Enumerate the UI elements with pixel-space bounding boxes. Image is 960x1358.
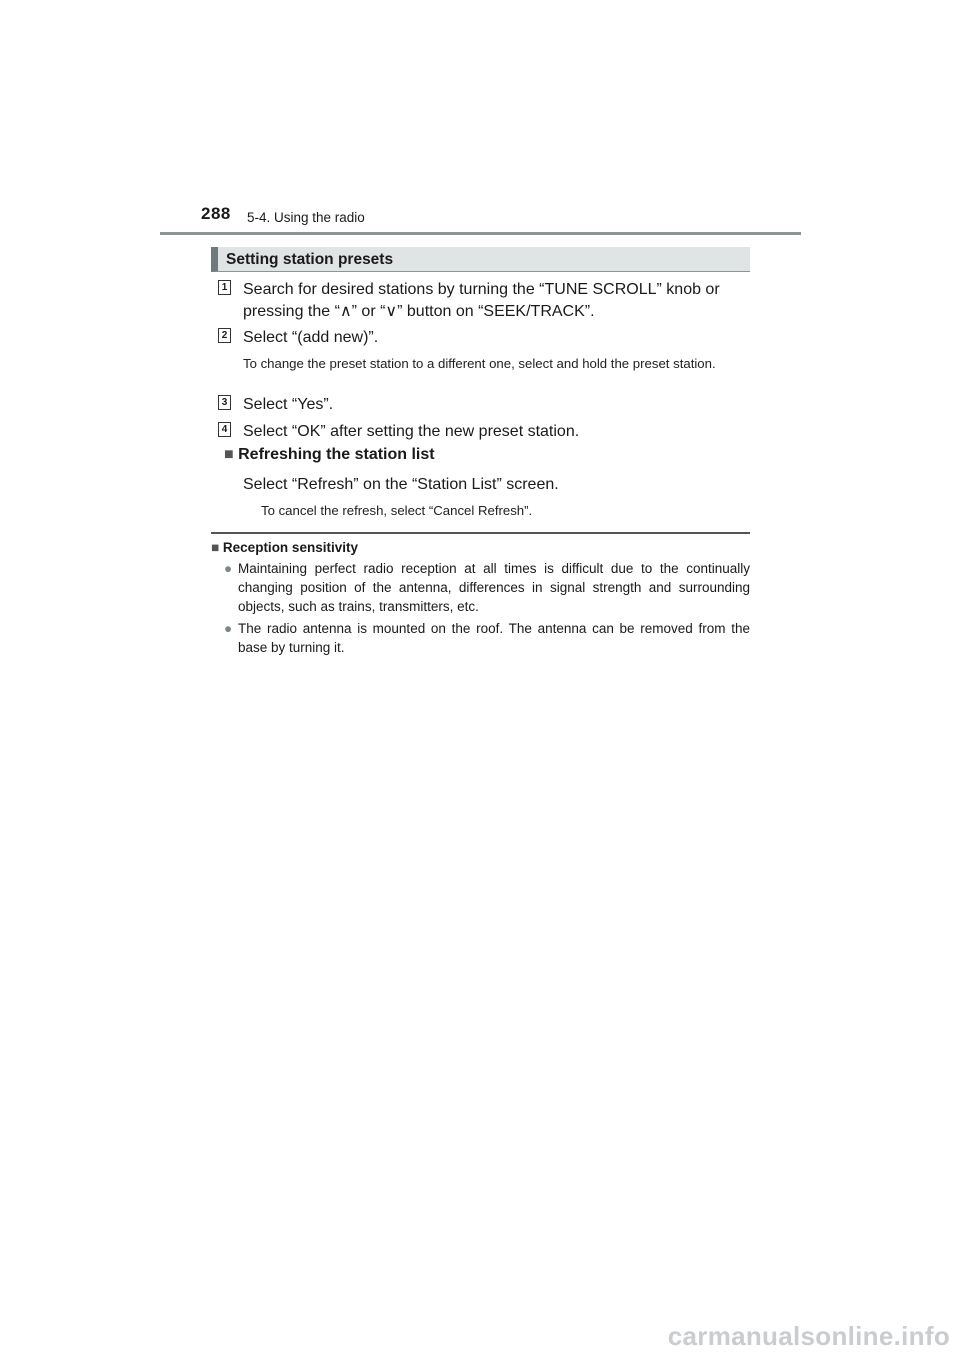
step-text-4: Select “OK” after setting the new preset station. <box>243 423 580 440</box>
info-bullet-text-1: Maintaining perfect radio reception at all times is difficult due to the continually changing position of the antenna, differences in signal strength and surrounding objects, such as trains, transmitters, etc. <box>238 561 750 614</box>
info-divider <box>211 532 750 534</box>
subsection-text: Select “Refresh” on the “Station List” screen. <box>243 476 559 493</box>
header-rule <box>160 232 801 235</box>
step-note-2: To change the preset station to a different one, select and hold the preset station. <box>243 356 716 371</box>
step-text-2: Select “(add new)”. <box>243 329 379 346</box>
step-number-3: 3 <box>218 395 231 410</box>
step-text-1-line1: Search for desired stations by turning the “TUNE SCROLL” knob or <box>243 281 720 298</box>
step-text-1-line2: pressing the “∧” or “∨” button on “SEEK/TRACK”. <box>243 303 595 320</box>
square-bullet-icon: ■ <box>211 540 220 555</box>
info-bullet-text-2: The radio antenna is mounted on the roof. The antenna can be removed from the base by turning it. <box>238 621 750 655</box>
step-number-2: 2 <box>218 328 231 343</box>
circle-bullet-icon: ● <box>224 561 233 576</box>
square-bullet-icon: ■ <box>224 446 234 463</box>
chapter-title: 5-4. Using the radio <box>247 210 365 225</box>
circle-bullet-icon: ● <box>224 621 233 636</box>
step-text-3: Select “Yes”. <box>243 396 334 413</box>
info-bullet-1 <box>224 559 750 616</box>
watermark-text: carmanualsonline.info <box>667 1321 950 1351</box>
subsection-heading <box>224 446 435 464</box>
info-title: Reception sensitivity <box>222 540 358 555</box>
step-number-4: 4 <box>218 422 231 437</box>
section-title-bar <box>211 247 750 272</box>
section-title: Setting station presets <box>226 251 394 268</box>
info-heading <box>211 540 358 555</box>
page-number: 288 <box>201 204 231 223</box>
subsection-note: To cancel the refresh, select “Cancel Refresh”. <box>261 503 533 518</box>
step-number-1: 1 <box>218 280 231 295</box>
info-bullet-2 <box>224 619 750 657</box>
subsection-title: Refreshing the station list <box>238 446 435 463</box>
